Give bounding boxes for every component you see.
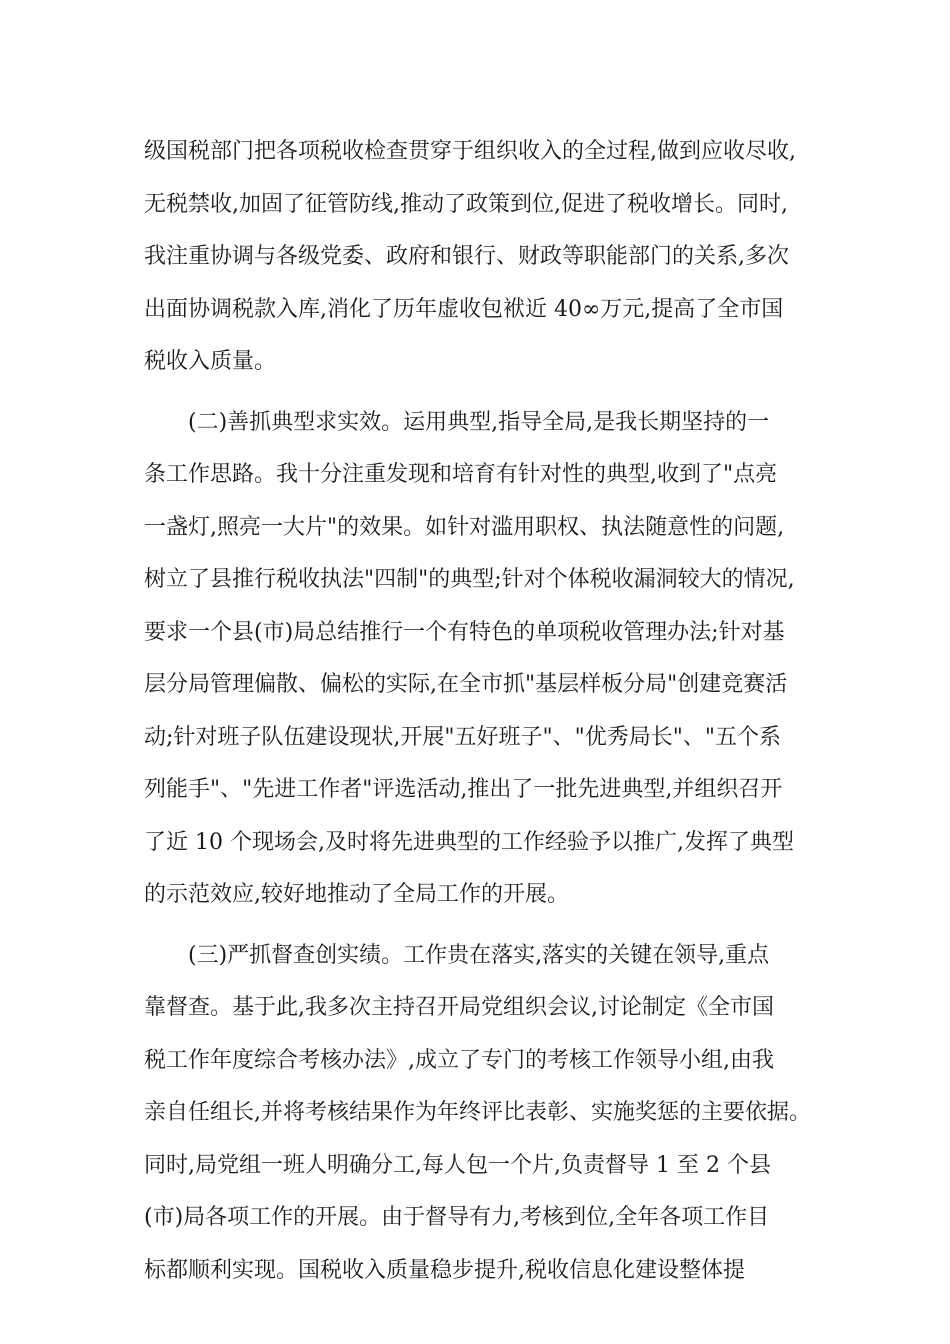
text-line: 动;针对班子队伍建设现状,开展"五好班子"、"优秀局长"、"五个系 bbox=[144, 724, 782, 750]
paragraph-1 bbox=[144, 126, 814, 389]
paragraph-gap bbox=[144, 389, 814, 397]
text-line: 层分局管理偏散、偏松的实际,在全市抓"基层样板分局"创建竞赛活 bbox=[144, 672, 788, 697]
text-line: 出面协调税款入库,消化了历年虚收包袱近 40∞万元,提高了全市国 bbox=[144, 296, 784, 322]
document-body bbox=[144, 126, 814, 1297]
text-line: 标都顺利实现。国税收入质量稳步提升,税收信息化建设整体提 bbox=[144, 1257, 745, 1283]
text-line: (二)善抓典型求实效。运用典型,指导全局,是我长期坚持的一 bbox=[144, 409, 770, 435]
paragraph-3 bbox=[144, 930, 814, 1298]
text-line: 我注重协调与各级党委、政府和银行、财政等职能部门的关系,多次 bbox=[144, 244, 789, 269]
text-line: 条工作思路。我十分注重发现和培育有针对性的典型,收到了"点亮 bbox=[144, 462, 778, 487]
text-line: 的示范效应,较好地推动了全局工作的开展。 bbox=[144, 882, 569, 907]
text-line: 税收入质量。 bbox=[144, 349, 277, 374]
text-line: 一盏灯,照亮一大片"的效果。如针对滥用职权、执法随意性的问题, bbox=[144, 514, 785, 540]
text-line: 树立了县推行税收执法"四制"的典型;针对个体税收漏洞较大的情况, bbox=[144, 567, 795, 592]
text-line: 列能手"、"先进工作者"评选活动,推出了一批先进典型,并组织召开 bbox=[144, 777, 783, 802]
text-line: 同时,局党组一班人明确分工,每人包一个片,负责督导 1 至 2 个县 bbox=[144, 1152, 771, 1178]
text-line: 级国税部门把各项税收检查贯穿于组织收入的全过程,做到应收尽收, bbox=[144, 139, 796, 164]
text-line: 无税禁收,加固了征管防线,推动了政策到位,促进了税收增长。同时, bbox=[144, 191, 788, 217]
paragraph-2 bbox=[144, 397, 814, 922]
text-line: 亲自任组长,并将考核结果作为年终评比表彰、实施奖惩的主要依据。 bbox=[144, 1100, 811, 1125]
text-line: (市)局各项工作的开展。由于督导有力,考核到位,全年各项工作目 bbox=[144, 1205, 770, 1230]
paragraph-gap bbox=[144, 922, 814, 930]
text-line: 要求一个县(市)局总结推行一个有特色的单项税收管理办法;针对基 bbox=[144, 619, 785, 645]
text-line: 靠督查。基于此,我多次主持召开局党组织会议,讨论制定《全市国 bbox=[144, 995, 774, 1020]
text-line: 税工作年度综合考核办法》,成立了专门的考核工作领导小组,由我 bbox=[144, 1047, 774, 1073]
text-line: (三)严抓督查创实绩。工作贵在落实,落实的关键在领导,重点 bbox=[144, 942, 770, 968]
text-line: 了近 10 个现场会,及时将先进典型的工作经验予以推广,发挥了典型 bbox=[144, 829, 794, 855]
